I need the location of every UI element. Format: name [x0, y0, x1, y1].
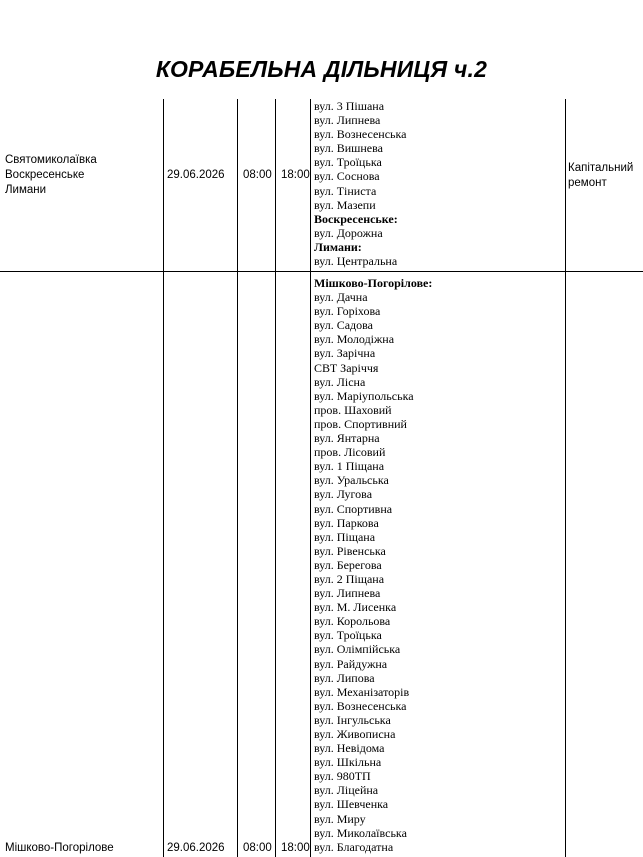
street-item: вул. Берегова — [314, 557, 382, 572]
table-col-divider — [275, 99, 276, 857]
street-item: вул. Липова — [314, 670, 375, 685]
street-item: вул. Шевченка — [314, 797, 389, 812]
street-item: пров. Спортивний — [314, 416, 407, 431]
street-item: вул. Шкільна — [314, 755, 382, 770]
street-item: вул. Паркова — [314, 515, 379, 530]
page-title: КОРАБЕЛЬНА ДІЛЬНИЦЯ ч.2 — [155, 56, 488, 82]
settlement-header: Мішково-Погорілове: — [314, 276, 433, 290]
street-item: вул. Корольова — [314, 614, 391, 629]
location-cell — [5, 153, 97, 198]
street-item: вул. Центральна — [314, 254, 398, 269]
street-item: вул. Миру — [314, 811, 366, 826]
street-item: вул. Механізаторів — [314, 684, 410, 699]
street-item: вул. Невідома — [314, 741, 385, 756]
street-item: вул. Рівенська — [314, 543, 386, 558]
location-cell: Мішково-Погорілове — [5, 842, 114, 854]
street-item: пров. Лісовий — [314, 445, 386, 460]
date-cell: 29.06.2026 — [167, 169, 225, 181]
street-item: пров. Шаховий — [314, 402, 392, 417]
location-name: Святомиколаївка — [5, 154, 97, 166]
reason-text: Капітальний — [568, 162, 634, 174]
settlement-header: Лимани: — [314, 239, 362, 254]
street-item: вул. 2 Піщана — [314, 571, 385, 586]
street-item: вул. Уральська — [314, 473, 389, 488]
start-time-cell: 08:00 — [243, 169, 272, 181]
street-item: вул. Ліцейна — [314, 783, 379, 798]
street-item: вул. Олімпійська — [314, 642, 401, 657]
street-item: вул. Маріупольська — [314, 388, 414, 403]
table-col-divider — [565, 99, 566, 857]
street-item: вул. Вознесенська — [314, 127, 407, 142]
table-col-divider — [310, 99, 311, 857]
street-item: вул. 1 Піщана — [314, 459, 385, 474]
street-item: вул. Вознесенська — [314, 698, 407, 713]
street-item: вул. Соснова — [314, 169, 380, 184]
street-item: вул. 3 Пішана — [314, 99, 385, 113]
street-item: СВТ Заріччя — [314, 360, 379, 375]
street-item: вул. Липнева — [314, 586, 381, 601]
reason-text: ремонт — [568, 177, 607, 189]
street-item: вул. Піщана — [314, 529, 376, 544]
end-time-cell: 18:00 — [281, 169, 310, 181]
street-item: вул. Тіниста — [314, 183, 377, 198]
street-item: вул. Троїцька — [314, 155, 382, 170]
street-item: вул. Лісна — [314, 374, 366, 389]
table-col-divider — [163, 99, 164, 857]
street-item: вул. Зарічна — [314, 346, 376, 361]
street-list — [314, 276, 432, 854]
settlement-header: Воскресенське: — [314, 211, 398, 226]
street-item: вул. Садова — [314, 318, 373, 333]
table-col-divider — [237, 99, 238, 857]
location-name: Лимани — [5, 184, 47, 196]
street-item: вул. Мазепи — [314, 197, 376, 212]
street-item: вул. Живописна — [314, 727, 396, 741]
street-item: вул. Інгульська — [314, 712, 391, 727]
start-time-cell: 08:00 — [243, 842, 272, 854]
date-cell: 29.06.2026 — [167, 842, 225, 854]
street-item: вул. Благодатна — [314, 839, 394, 854]
street-list — [314, 99, 407, 268]
street-item: вул. Молодіжна — [314, 332, 395, 347]
street-item: вул. Спортивна — [314, 501, 393, 516]
street-item: вул. Вишнева — [314, 141, 383, 156]
street-item: вул. 980ТП — [314, 769, 371, 784]
table-row-divider — [0, 271, 643, 272]
end-time-cell: 18:00 — [281, 842, 310, 854]
street-item: вул. Дачна — [314, 290, 368, 305]
street-item: вул. Лугова — [314, 487, 373, 502]
location-name: Воскресенське — [5, 169, 85, 181]
street-item: вул. Райдужна — [314, 656, 388, 671]
street-item: вул. Дорожна — [314, 225, 383, 240]
street-item: вул. М. Лисенка — [314, 600, 397, 615]
street-item: вул. Троїцька — [314, 628, 382, 643]
reason-cell — [568, 161, 633, 191]
street-item: вул. Миколаївська — [314, 825, 407, 840]
street-item: вул. Янтарна — [314, 431, 380, 446]
street-item: вул. Липнева — [314, 113, 381, 128]
street-item: вул. Горіхова — [314, 304, 381, 319]
